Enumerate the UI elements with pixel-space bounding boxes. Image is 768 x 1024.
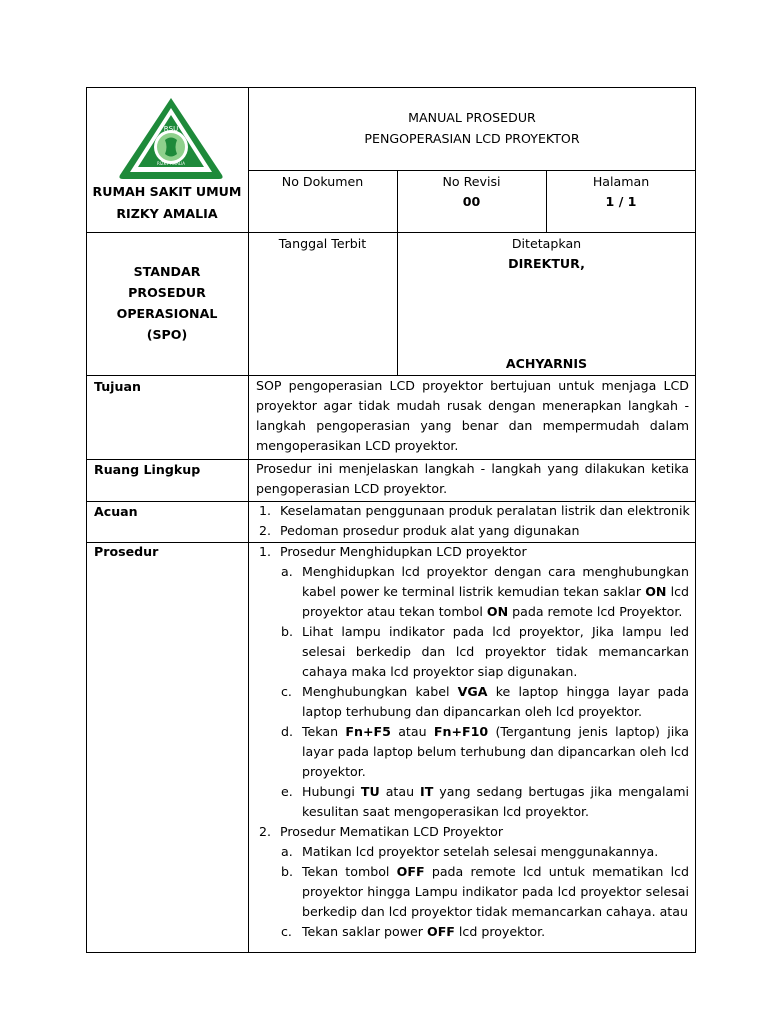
list-item (256, 521, 696, 541)
step-text: lcd proyektor atau tekan tombol (302, 584, 689, 619)
tanggal-terbit-label: Tanggal Terbit (278, 236, 367, 251)
list-item (256, 842, 689, 862)
prosedur-label: Prosedur (94, 544, 159, 559)
step-text: Lihat lampu indikator pada lcd proyektor, Jika lampu led selesai berkedip dan lcd proyektor tidak memancarkan cahaya maka lcd proyektor siap digunakan. (302, 624, 689, 679)
step-text: Tekan saklar power (302, 924, 427, 939)
step-keyword: VGA (457, 684, 488, 699)
step-text: atau (390, 724, 434, 739)
step-text: atau (379, 784, 421, 799)
step-keyword: IT (420, 784, 434, 799)
logo-text-arc: RIZKY AMALIA (157, 161, 185, 166)
ditetapkan-cell (397, 232, 696, 375)
step-keyword: TU (360, 784, 380, 799)
spo-line1: STANDAR (133, 264, 201, 279)
no-revisi-label: No Revisi (442, 174, 501, 189)
acuan-item-2: Pedoman prosedur produk alat yang digunakan (280, 523, 580, 538)
list-item (256, 562, 689, 622)
spo-document-table (86, 87, 696, 953)
list-marker: b. (281, 864, 293, 879)
title-line2: PENGOPERASIAN LCD PROYEKTOR (364, 131, 580, 146)
step-text: lcd proyektor. (454, 924, 546, 939)
halaman-cell (546, 170, 696, 212)
spo-line4: (SPO) (146, 327, 188, 342)
list-marker: a. (281, 564, 293, 579)
list-marker: b. (281, 624, 293, 639)
step-text: pada remote lcd Proyektor. (508, 604, 683, 619)
list-marker: 2. (259, 824, 272, 839)
title-line1: MANUAL PROSEDUR (408, 110, 536, 125)
direktur-name: ACHYARNIS (505, 356, 588, 371)
spo-line3: OPERASIONAL (116, 306, 218, 321)
no-revisi-value: 00 (462, 194, 481, 209)
tujuan-label: Tujuan (94, 379, 141, 394)
list-marker: c. (281, 684, 292, 699)
list-item (256, 722, 689, 782)
no-revisi-cell (397, 170, 546, 212)
list-marker: 1. (259, 544, 272, 559)
step-keyword: OFF (396, 864, 425, 879)
list-item (256, 782, 689, 822)
list-item (256, 822, 689, 842)
step-text: Tekan tombol (302, 864, 397, 879)
step-text: Menghidupkan lcd proyektor dengan cara menghubungkan kabel power ke terminal listrik kemudian tekan saklar (302, 564, 689, 599)
hospital-name-line2: RIZKY AMALIA (116, 206, 218, 221)
list-marker: e. (281, 784, 293, 799)
step-text: (Tergantung jenis laptop) jika layar pada laptop belum terhubung dan dipancarkan oleh lcd proyektor. (302, 724, 689, 779)
step-keyword: Fn+F10 (433, 724, 489, 739)
logo-text-top: RSU (163, 125, 179, 133)
direktur-title: DIREKTUR, (508, 256, 585, 271)
ruang-lingkup-text: Prosedur ini menjelaskan langkah - langkah yang dilakukan ketika pengoperasian LCD proyektor. (256, 461, 689, 496)
tujuan-text: SOP pengoperasian LCD proyektor bertujuan untuk menjaga LCD proyektor agar tidak mudah rusak dengan menerapkan langkah - langkah pengoperasian yang benar dan mempermudah dalam mengoperasikan LCD proyektor. (256, 378, 689, 453)
halaman-label: Halaman (592, 174, 650, 189)
ruang-lingkup-label: Ruang Lingkup (94, 462, 201, 477)
step-keyword: ON (645, 584, 667, 599)
step-keyword: Fn+F5 (345, 724, 391, 739)
step-text: Tekan (302, 724, 346, 739)
acuan-label: Acuan (94, 504, 138, 519)
step-text: yang sedang bertugas jika mengalami kesulitan saat mengoperasikan lcd proyektor. (302, 784, 689, 819)
document-title (248, 107, 696, 149)
step-text: pada remote lcd untuk mematikan lcd proyektor hingga Lampu indikator pada lcd proyektor selesai berkedip dan lcd proyektor tidak memancarkan cahaya. atau (302, 864, 689, 919)
hospital-logo-icon (116, 95, 226, 181)
prosedur-section2-title: Prosedur Mematikan LCD Proyektor (280, 824, 504, 839)
tanggal-terbit-cell (248, 232, 397, 254)
acuan-list (256, 501, 696, 541)
step-keyword: ON (486, 604, 509, 619)
hospital-header-cell (86, 87, 248, 232)
spo-label (86, 261, 248, 345)
ditetapkan-label: Ditetapkan (511, 236, 582, 251)
list-marker: d. (281, 724, 293, 739)
list-item (256, 542, 689, 562)
no-dokumen-cell (248, 170, 397, 192)
acuan-item-1: Keselamatan penggunaan produk peralatan listrik dan elektronik (280, 503, 690, 518)
list-marker: 2. (259, 523, 272, 538)
list-item (256, 682, 689, 722)
step-text: Matikan lcd proyektor setelah selesai menggunakannya. (302, 844, 659, 859)
spo-line2: PROSEDUR (128, 285, 206, 300)
prosedur-section1-title: Prosedur Menghidupkan LCD proyektor (280, 544, 527, 559)
prosedur-list (256, 542, 689, 942)
step-text: ke laptop hingga layar pada laptop terhubung dan dipancarkan oleh lcd proyektor. (302, 684, 689, 719)
step-keyword: OFF (426, 924, 455, 939)
list-marker: a. (281, 844, 293, 859)
list-item (256, 922, 689, 942)
hospital-name-line1: RUMAH SAKIT UMUM (92, 184, 242, 199)
no-dokumen-label: No Dokumen (281, 174, 364, 189)
list-marker: c. (281, 924, 292, 939)
list-marker: 1. (259, 503, 272, 518)
step-text: Menghubungkan kabel (302, 684, 458, 699)
halaman-value: 1 / 1 (605, 194, 637, 209)
list-item (256, 862, 689, 922)
list-item (256, 622, 689, 682)
list-item (256, 501, 696, 521)
step-text: Hubungi (302, 784, 361, 799)
